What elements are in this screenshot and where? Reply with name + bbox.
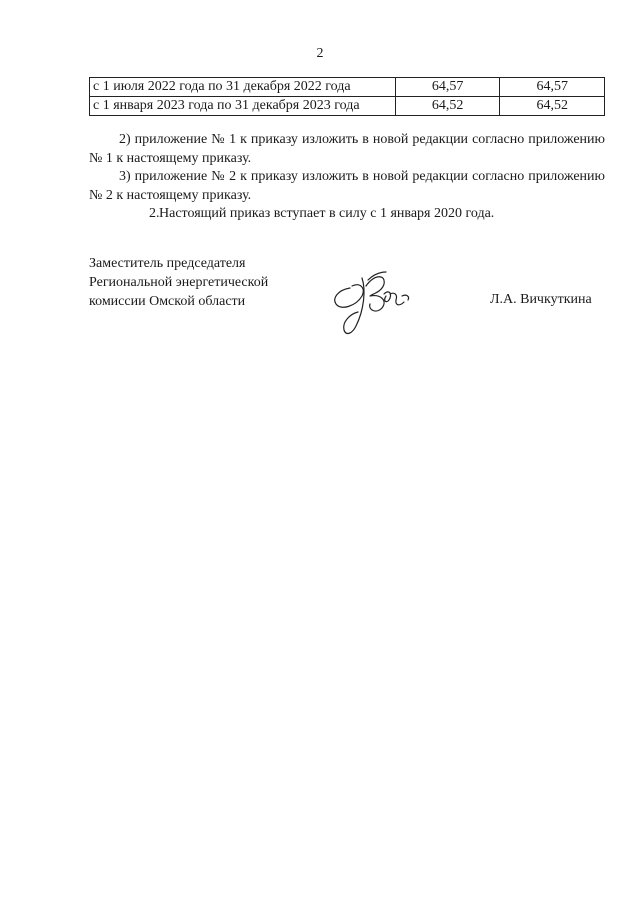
paragraph-text: Настоящий приказ вступает в силу с 1 января 2020 года.	[159, 206, 495, 221]
handwritten-signature	[328, 266, 423, 338]
period-cell: с 1 июля 2022 года по 31 декабря 2022 года	[90, 78, 396, 97]
position-line: Региональной энергетической	[89, 275, 269, 290]
position-line: комиссии Омской области	[89, 294, 246, 309]
table-row	[90, 78, 605, 97]
value-cell: 64,52	[395, 97, 500, 116]
table-row	[90, 97, 605, 116]
tariff-table	[89, 77, 605, 116]
signer-name: Л.А. Вичкуткина	[490, 292, 592, 307]
paragraph-appendix-1: 2) приложение № 1 к приказу изложить в новой редакции согласно приложению № 1 к настоящему приказу.	[89, 132, 605, 166]
value-cell: 64,57	[395, 78, 500, 97]
page-number: 2	[316, 46, 324, 61]
value-cell: 64,57	[500, 78, 605, 97]
period-cell: с 1 января 2023 года по 31 декабря 2023 года	[90, 97, 396, 116]
value-cell: 64,52	[500, 97, 605, 116]
paragraph-effective-date	[89, 204, 605, 223]
paragraph-number: 2.	[149, 206, 160, 221]
position-line: Заместитель председателя	[89, 256, 246, 271]
signer-position	[89, 254, 268, 311]
paragraph-appendix-2: 3) приложение № 2 к приказу изложить в новой редакции согласно приложению № 2 к настоящему приказу.	[89, 169, 605, 203]
